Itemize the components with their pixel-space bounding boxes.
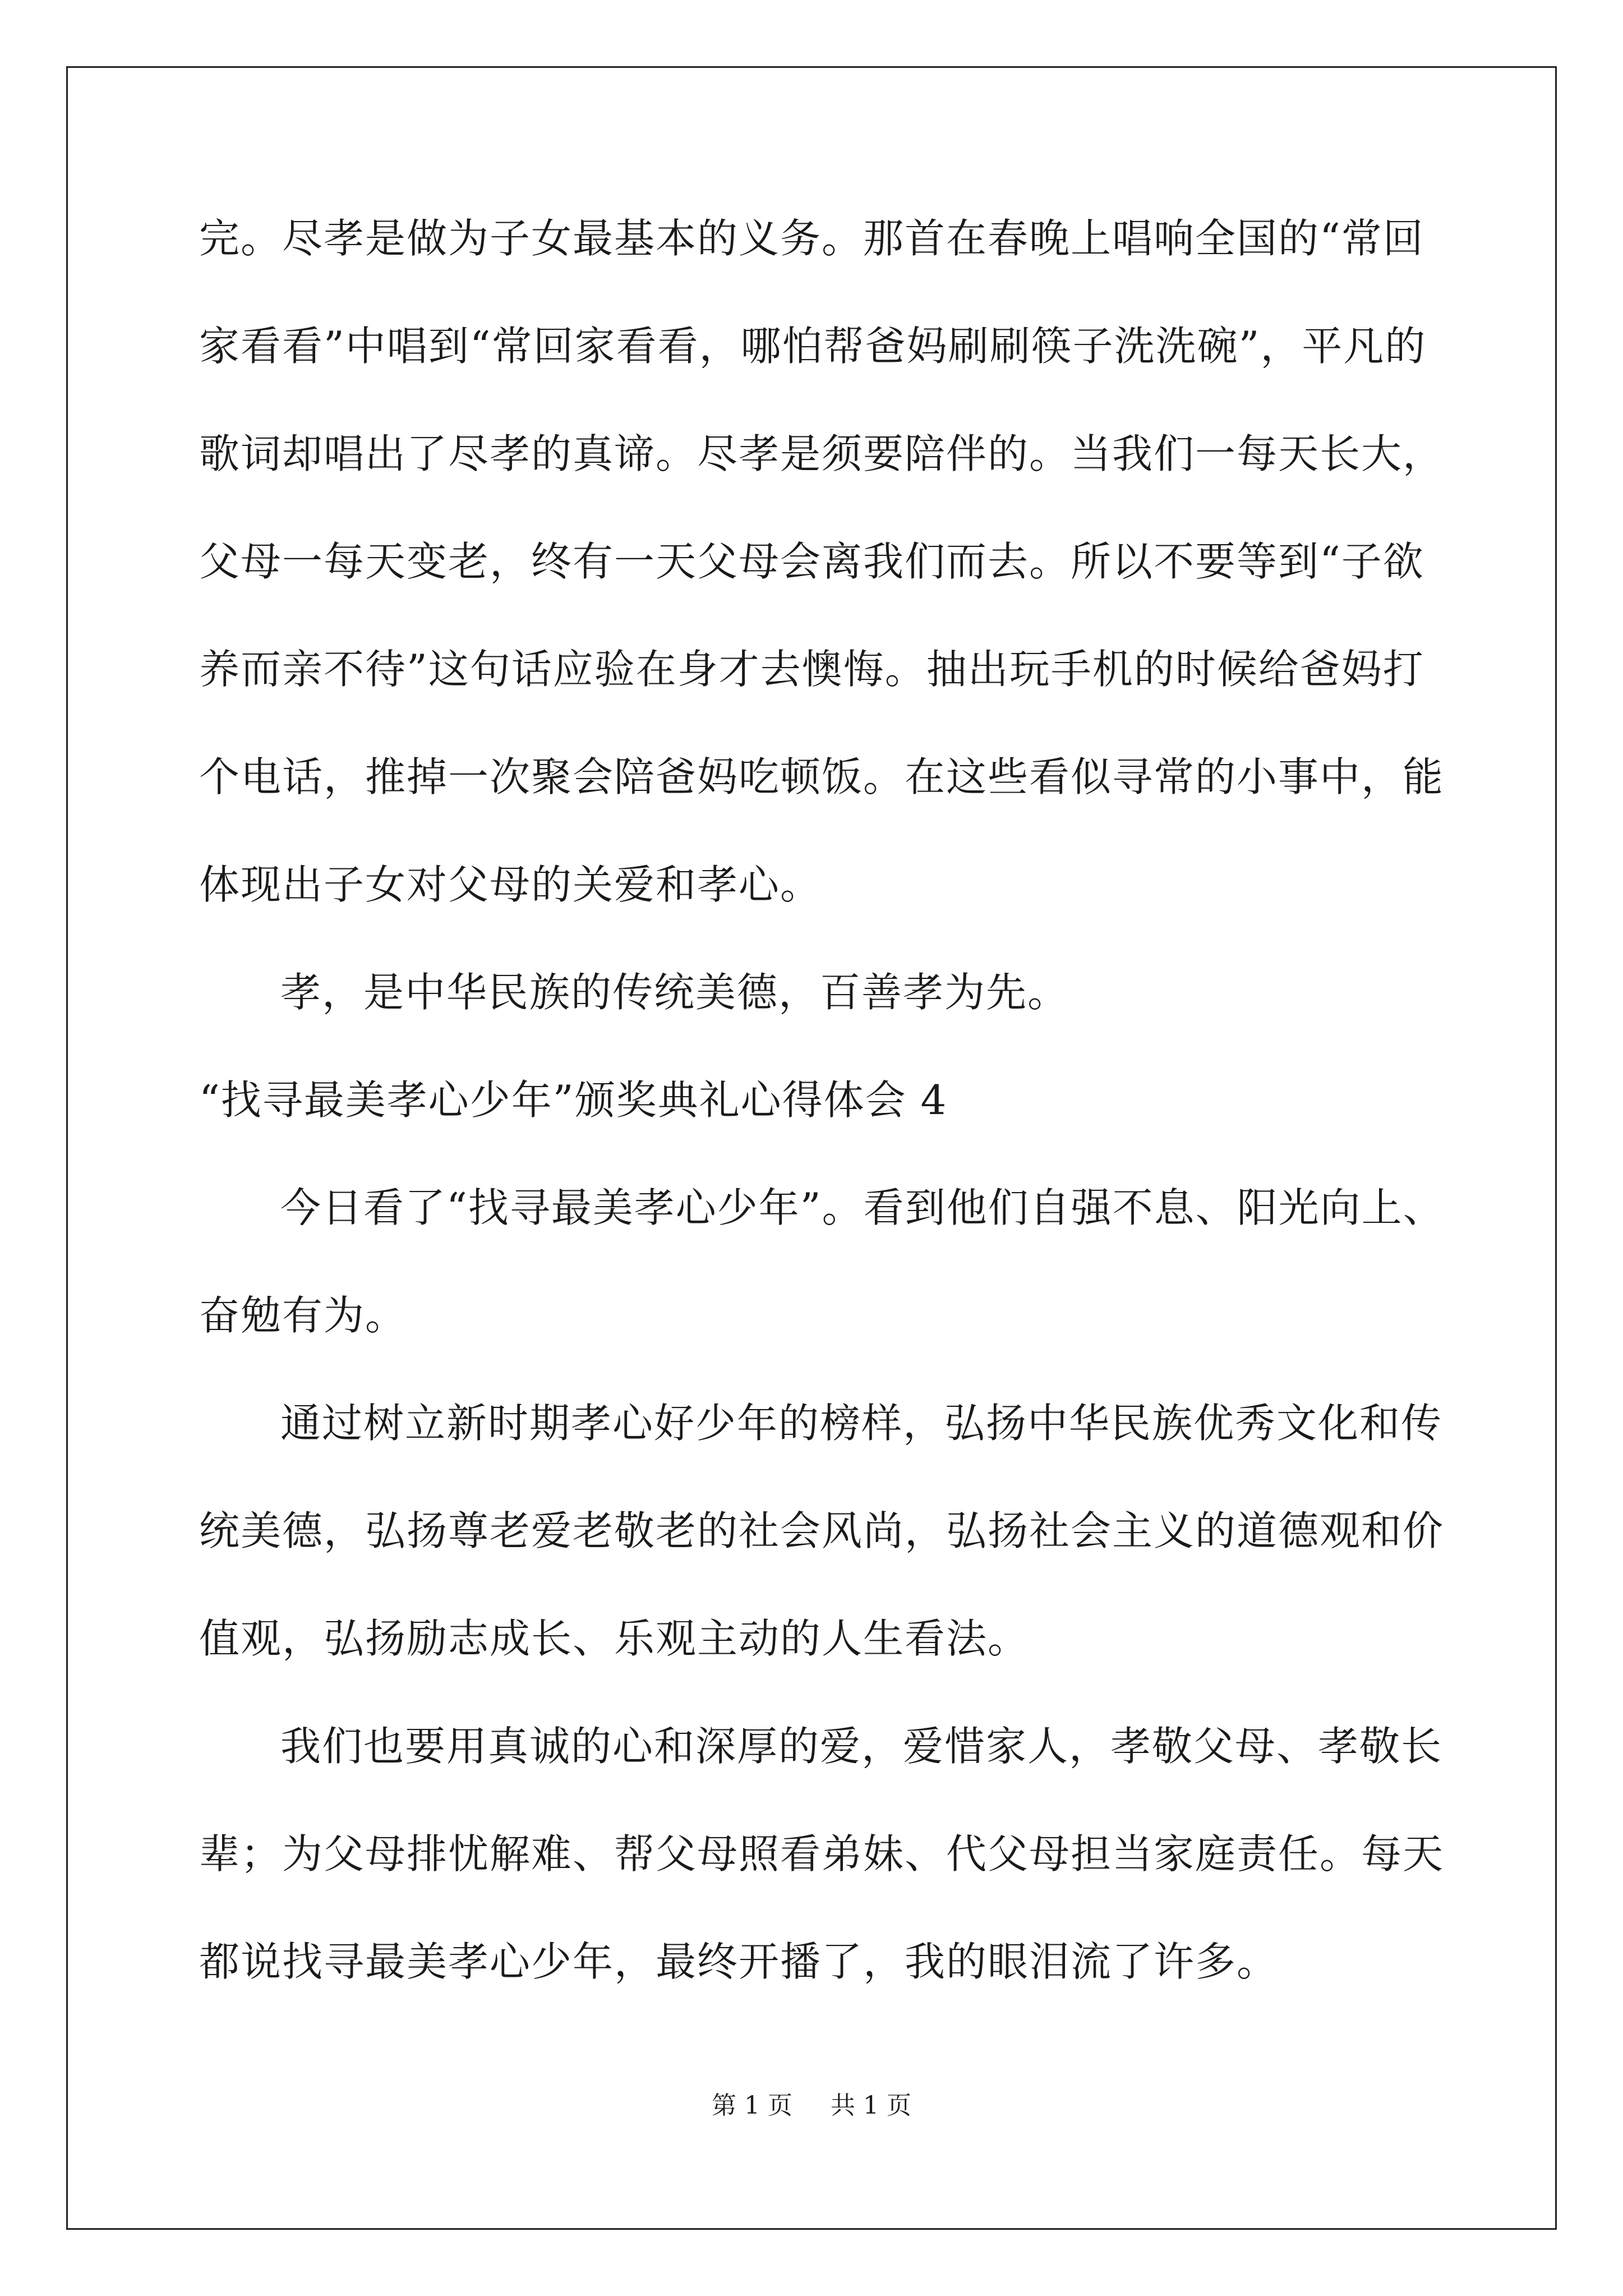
page-footer (0, 2090, 1623, 2122)
text-line: 养而亲不待”这句话应验在身才去懊悔。抽出玩手机的时候给爸妈打 (199, 646, 1424, 693)
text-line: 完。尽孝是做为子女最基本的义务。那首在春晚上唱响全国的“常回 (199, 215, 1424, 262)
text-line: 辈；为父母排忧解难、帮父母照看弟妹、代父母担当家庭责任。每天 (199, 1830, 1445, 1878)
paragraph-start-line: 孝，是中华民族的传统美德，百善孝为先。 (280, 969, 1069, 1016)
text-line: 都说找寻最美孝心少年，最终开播了，我的眼泪流了许多。 (199, 1938, 1279, 1985)
text-line: 个电话，推掉一次聚会陪爸妈吃顿饭。在这些看似寻常的小事中，能 (199, 753, 1445, 800)
text-line: 奋勉有为。 (199, 1292, 407, 1339)
document-body (199, 210, 1489, 2041)
paragraph-start-line: 我们也要用真诚的心和深厚的爱，爱惜家人，孝敬父母、孝敬长 (280, 1723, 1443, 1770)
text-line: 歌词却唱出了尽孝的真谛。尽孝是须要陪伴的。当我们一每天长大， (199, 430, 1445, 477)
text-line: 父母一每天变老，终有一天父母会离我们而去。所以不要等到“子欲 (199, 538, 1424, 585)
paragraph-start-line: 今日看了“找寻最美孝心少年”。看到他们自强不息、阳光向上、 (280, 1184, 1445, 1231)
page-total: 共 1 页 (831, 2091, 911, 2120)
page-number: 第 1 页 (712, 2091, 792, 2120)
paragraph-start-line: 通过树立新时期孝心好少年的榜样，弘扬中华民族优秀文化和传 (280, 1400, 1443, 1447)
text-line: 统美德，弘扬尊老爱老敬老的社会风尚，弘扬社会主义的道德观和价 (199, 1507, 1445, 1554)
text-line: 家看看”中唱到“常回家看看，哪怕帮爸妈刷刷筷子洗洗碗”，平凡的 (199, 323, 1427, 370)
text-line: 值观，弘扬励志成长、乐观主动的人生看法。 (199, 1615, 1030, 1662)
section-heading: “找寻最美孝心少年”颁奖典礼心得体会 4 (199, 1076, 948, 1124)
text-line: 体现出子女对父母的关爱和孝心。 (199, 861, 822, 908)
